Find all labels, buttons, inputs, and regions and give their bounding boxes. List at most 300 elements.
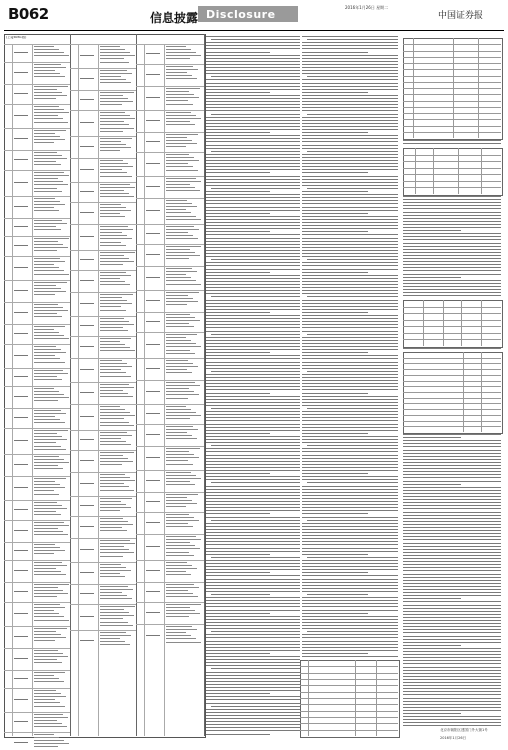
text-line bbox=[302, 191, 368, 192]
table-cell-text bbox=[166, 388, 189, 389]
text-line bbox=[211, 371, 300, 372]
table-cell-text bbox=[100, 226, 128, 227]
text-line bbox=[403, 564, 501, 565]
table-row-rule bbox=[403, 313, 501, 314]
table-cell-text bbox=[100, 432, 127, 433]
text-line bbox=[211, 445, 300, 446]
table-cell-text bbox=[34, 693, 61, 694]
text-line bbox=[206, 575, 300, 576]
text-line bbox=[302, 637, 398, 638]
table-cell-text bbox=[166, 360, 188, 361]
text-line bbox=[307, 334, 398, 335]
table-cell-text bbox=[166, 391, 194, 392]
table-cell-text bbox=[34, 304, 58, 305]
table-cell-text bbox=[146, 591, 160, 592]
table-cell-text bbox=[34, 459, 64, 460]
text-line bbox=[403, 592, 501, 593]
table-cell-text bbox=[146, 612, 160, 613]
table-cell-text bbox=[34, 410, 61, 411]
text-line bbox=[307, 408, 398, 409]
table-cell-text bbox=[80, 416, 94, 417]
text-line bbox=[206, 104, 300, 105]
table-cell-text bbox=[100, 441, 126, 442]
table-cell-text bbox=[100, 252, 135, 253]
table-cell-text bbox=[166, 638, 196, 639]
table-cell-text bbox=[100, 70, 127, 71]
text-line bbox=[206, 625, 300, 626]
table-cell-text bbox=[100, 546, 124, 547]
text-line bbox=[307, 594, 368, 595]
text-line bbox=[403, 552, 501, 553]
table-cell-text bbox=[166, 337, 186, 338]
table-cell-text bbox=[100, 540, 130, 541]
text-line bbox=[302, 591, 398, 592]
table-cell-text bbox=[14, 721, 28, 722]
text-line bbox=[302, 244, 398, 245]
table-cell-text bbox=[14, 658, 28, 659]
text-line bbox=[302, 197, 398, 198]
text-line bbox=[403, 515, 501, 516]
text-line bbox=[206, 467, 300, 468]
table-cell-text bbox=[166, 412, 196, 413]
text-line bbox=[206, 498, 300, 499]
table-col-rule bbox=[376, 660, 377, 736]
text-line bbox=[206, 606, 300, 607]
text-line bbox=[302, 216, 398, 217]
table-cell-text bbox=[100, 595, 127, 596]
text-line bbox=[302, 185, 398, 186]
text-line bbox=[302, 340, 398, 341]
text-line bbox=[302, 548, 398, 549]
table-cell-text bbox=[100, 527, 122, 528]
text-line bbox=[403, 546, 501, 547]
table-cell-text bbox=[166, 163, 188, 164]
table-cell-text bbox=[100, 543, 135, 544]
text-line bbox=[206, 417, 300, 418]
table-cell-text bbox=[166, 369, 187, 370]
text-line bbox=[206, 433, 270, 434]
text-line bbox=[403, 589, 501, 590]
table-cell-text bbox=[100, 622, 128, 623]
table-cell-text bbox=[80, 439, 94, 440]
text-line bbox=[302, 64, 398, 65]
text-line bbox=[302, 253, 398, 254]
text-line bbox=[302, 166, 398, 167]
table-cell-text bbox=[100, 452, 134, 453]
text-line bbox=[206, 712, 300, 713]
table-cell-text bbox=[166, 457, 199, 458]
table-cell-text bbox=[34, 391, 59, 392]
table-row-rule bbox=[403, 326, 501, 327]
table-cell-text bbox=[34, 706, 65, 707]
table-cell-text bbox=[100, 306, 121, 307]
text-line bbox=[206, 699, 300, 700]
table-cell-text bbox=[34, 690, 56, 691]
text-line bbox=[206, 132, 270, 133]
table-cell-text bbox=[100, 366, 132, 367]
table-cell-text bbox=[166, 58, 190, 59]
table-cell-text bbox=[100, 474, 125, 475]
table-cell-text bbox=[166, 255, 200, 256]
text-line bbox=[206, 303, 300, 304]
text-line bbox=[206, 45, 300, 46]
table-cell-text bbox=[34, 370, 63, 371]
table-cell-text bbox=[80, 303, 94, 304]
table-cell-text bbox=[34, 672, 65, 673]
text-line bbox=[206, 287, 300, 288]
table-cell-text bbox=[166, 460, 188, 461]
text-line bbox=[206, 517, 300, 518]
text-line bbox=[206, 715, 300, 716]
table-cell-text bbox=[34, 55, 69, 56]
text-line bbox=[206, 61, 300, 62]
text-line bbox=[206, 678, 300, 679]
text-line bbox=[403, 574, 501, 575]
table-cell-text bbox=[166, 584, 194, 585]
table-cell-text bbox=[14, 742, 28, 743]
table-cell-text bbox=[100, 187, 135, 188]
table-cell-text bbox=[34, 553, 54, 554]
table-cell-text bbox=[166, 372, 192, 373]
text-line bbox=[302, 517, 398, 518]
table-cell-text bbox=[100, 49, 125, 50]
text-line bbox=[403, 348, 501, 349]
text-line bbox=[302, 386, 398, 387]
table-cell-text bbox=[100, 216, 125, 217]
text-line bbox=[302, 374, 398, 375]
text-line bbox=[403, 611, 501, 612]
table-cell-text bbox=[34, 678, 59, 679]
table-cell-text bbox=[34, 562, 62, 563]
table-cell-text bbox=[100, 128, 134, 129]
text-line bbox=[403, 524, 501, 525]
text-line bbox=[206, 135, 300, 136]
table-row-rule bbox=[403, 398, 501, 399]
table-cell-text bbox=[166, 350, 190, 351]
table-cell-text bbox=[100, 556, 123, 557]
table-cell-text bbox=[34, 468, 63, 469]
text-line bbox=[302, 424, 398, 425]
table-cell-text bbox=[166, 118, 201, 119]
table-cell-text bbox=[34, 656, 68, 657]
text-line bbox=[302, 644, 398, 645]
table-cell-text bbox=[100, 477, 130, 478]
table-cell-text bbox=[34, 226, 56, 227]
text-line bbox=[206, 222, 300, 223]
table-cell-text bbox=[166, 394, 199, 395]
text-line bbox=[302, 148, 398, 149]
table-cell-text bbox=[100, 435, 132, 436]
table-cell-text bbox=[166, 398, 188, 399]
table-cell-text bbox=[14, 72, 28, 73]
text-line bbox=[206, 681, 300, 682]
footer-left: 北京市朝阳区建国门外大街1号 bbox=[440, 728, 488, 732]
table-cell-text bbox=[100, 480, 135, 481]
text-line bbox=[206, 476, 300, 477]
table-cell-text bbox=[100, 79, 126, 80]
text-line bbox=[403, 465, 501, 466]
page-header bbox=[0, 0, 508, 24]
table-col-rule bbox=[355, 660, 356, 736]
text-line bbox=[302, 343, 398, 344]
table-cell-text bbox=[34, 164, 61, 165]
table-cell-text bbox=[100, 338, 131, 339]
table-row-rule bbox=[403, 161, 501, 162]
table-col-divider bbox=[204, 34, 205, 736]
table-row-rule bbox=[403, 386, 501, 387]
table-cell-text bbox=[100, 369, 121, 370]
table-row-rule bbox=[300, 666, 398, 667]
table-cell-text bbox=[80, 259, 94, 260]
text-line bbox=[302, 535, 398, 536]
table-cell-text bbox=[166, 593, 193, 594]
text-line bbox=[211, 594, 270, 595]
text-line bbox=[302, 492, 398, 493]
text-line bbox=[206, 560, 300, 561]
table-cell-text bbox=[166, 590, 188, 591]
table-cell-text bbox=[100, 606, 135, 607]
text-line bbox=[403, 620, 501, 621]
table-cell-text bbox=[14, 530, 28, 531]
text-line bbox=[307, 631, 398, 632]
text-line bbox=[302, 467, 398, 468]
table-cell-text bbox=[100, 327, 123, 328]
text-line bbox=[403, 140, 501, 141]
table-cell-text bbox=[166, 75, 192, 76]
text-line bbox=[206, 399, 300, 400]
table-col-rule bbox=[481, 352, 482, 432]
table-cell-text bbox=[166, 323, 189, 324]
table-cell-text bbox=[34, 446, 61, 447]
table-cell-text bbox=[34, 70, 55, 71]
text-line bbox=[206, 352, 270, 353]
text-line bbox=[206, 479, 300, 480]
text-line bbox=[302, 145, 398, 146]
table-cell-text bbox=[80, 99, 94, 100]
text-line bbox=[302, 647, 398, 648]
text-line bbox=[206, 321, 300, 322]
text-line bbox=[403, 632, 501, 633]
table-cell-text bbox=[166, 112, 191, 113]
text-line bbox=[302, 126, 398, 127]
table-cell-text bbox=[146, 546, 160, 547]
text-line bbox=[403, 292, 501, 293]
table-cell-text bbox=[34, 388, 54, 389]
text-line bbox=[302, 486, 398, 487]
text-line bbox=[307, 114, 398, 115]
table-row-rule bbox=[403, 426, 501, 427]
text-line bbox=[302, 538, 398, 539]
table-cell-text bbox=[34, 436, 62, 437]
text-line bbox=[206, 566, 300, 567]
text-line bbox=[403, 440, 501, 441]
table-cell-text bbox=[34, 332, 59, 333]
text-line bbox=[302, 256, 398, 257]
text-line bbox=[206, 696, 300, 697]
text-line bbox=[206, 380, 300, 381]
table-cell-text bbox=[34, 282, 67, 283]
text-line bbox=[206, 123, 300, 124]
text-line bbox=[302, 458, 398, 459]
text-line bbox=[206, 532, 300, 533]
text-line bbox=[206, 572, 270, 573]
text-line bbox=[302, 61, 398, 62]
table-cell-text bbox=[100, 425, 134, 426]
text-line bbox=[403, 295, 501, 296]
text-line bbox=[206, 389, 300, 390]
text-line bbox=[302, 225, 398, 226]
table-cell-text bbox=[166, 353, 195, 354]
text-line bbox=[206, 200, 300, 201]
text-line bbox=[211, 296, 300, 297]
text-line bbox=[206, 727, 300, 728]
table-cell-text bbox=[34, 106, 59, 107]
text-line bbox=[206, 194, 300, 195]
table-cell-text bbox=[100, 121, 124, 122]
table-cell-text bbox=[166, 448, 200, 449]
text-line bbox=[403, 549, 501, 550]
table-cell-text bbox=[100, 172, 127, 173]
table-cell-text bbox=[34, 335, 64, 336]
table-cell-text bbox=[100, 52, 130, 53]
text-line bbox=[302, 52, 368, 53]
table-row-rule bbox=[403, 415, 501, 416]
table-cell-text bbox=[166, 545, 195, 546]
text-line bbox=[403, 505, 501, 506]
text-line bbox=[206, 486, 300, 487]
table-cell-text bbox=[34, 86, 68, 87]
text-line bbox=[206, 414, 300, 415]
text-line bbox=[206, 210, 300, 211]
text-line bbox=[302, 42, 398, 43]
table-cell-text bbox=[80, 460, 94, 461]
table-cell-text bbox=[80, 505, 94, 506]
text-line bbox=[206, 70, 300, 71]
text-line bbox=[206, 272, 270, 273]
text-line bbox=[403, 673, 501, 674]
text-line bbox=[302, 200, 398, 201]
table-cell-text bbox=[100, 144, 126, 145]
text-line bbox=[403, 682, 501, 683]
table-cell-text bbox=[80, 572, 94, 573]
table-col-rule bbox=[463, 352, 464, 432]
right-table-3 bbox=[403, 300, 503, 348]
text-line bbox=[206, 358, 300, 359]
table-cell-text bbox=[100, 321, 129, 322]
table-cell-text bbox=[100, 387, 134, 388]
footer-right: 2016年1月26日 bbox=[440, 736, 467, 740]
text-line bbox=[302, 98, 398, 99]
table-cell-text bbox=[166, 100, 188, 101]
table-col-rule bbox=[478, 38, 479, 138]
text-line bbox=[307, 188, 398, 189]
table-cell-text bbox=[34, 610, 54, 611]
text-line bbox=[206, 538, 300, 539]
text-line bbox=[403, 679, 501, 680]
text-line bbox=[302, 377, 398, 378]
text-line bbox=[403, 521, 501, 522]
table-cell-text bbox=[166, 500, 192, 501]
text-line bbox=[206, 526, 300, 527]
text-line bbox=[302, 303, 398, 304]
table-cell-text bbox=[100, 409, 125, 410]
text-line bbox=[302, 293, 398, 294]
table-cell-text bbox=[166, 574, 191, 575]
table-cell-text bbox=[100, 552, 134, 553]
table-cell-text bbox=[166, 520, 199, 521]
table-cell-text bbox=[34, 376, 57, 377]
table-cell-text bbox=[100, 490, 134, 491]
table-cell-text bbox=[146, 344, 160, 345]
text-line bbox=[403, 691, 501, 692]
table-cell-text bbox=[166, 238, 198, 239]
text-line bbox=[403, 570, 501, 571]
text-line bbox=[302, 405, 398, 406]
text-line bbox=[302, 36, 398, 37]
text-line bbox=[302, 532, 398, 533]
text-line bbox=[403, 205, 501, 206]
text-line bbox=[302, 129, 398, 130]
table-cell-text bbox=[34, 696, 66, 697]
table-row-rule bbox=[403, 307, 501, 308]
table-cell-text bbox=[100, 278, 120, 279]
text-line bbox=[302, 628, 398, 629]
table-cell-text bbox=[100, 455, 123, 456]
table-cell-text bbox=[34, 184, 68, 185]
table-cell-text bbox=[34, 659, 57, 660]
table-cell-text bbox=[100, 272, 126, 273]
table-cell-text bbox=[100, 406, 120, 407]
text-line bbox=[211, 520, 300, 521]
dateline: 2016年1月26日 星期二 bbox=[345, 5, 389, 10]
table-cell-text bbox=[34, 394, 64, 395]
text-line bbox=[403, 443, 501, 444]
text-line bbox=[403, 434, 501, 435]
text-line bbox=[206, 275, 300, 276]
text-line bbox=[302, 579, 398, 580]
text-line bbox=[302, 318, 398, 319]
table-cell-text bbox=[146, 120, 160, 121]
text-line bbox=[403, 577, 501, 578]
text-line bbox=[302, 526, 398, 527]
table-cell-text bbox=[34, 313, 57, 314]
table-cell-text bbox=[166, 607, 190, 608]
table-cell-text bbox=[14, 333, 28, 334]
text-line bbox=[403, 533, 501, 534]
table-cell-text bbox=[146, 163, 160, 164]
text-line bbox=[403, 601, 501, 602]
table-cell-text bbox=[34, 565, 67, 566]
text-line bbox=[206, 244, 300, 245]
text-line bbox=[403, 536, 501, 537]
table-cell-text bbox=[100, 576, 125, 577]
text-line bbox=[302, 393, 368, 394]
text-line bbox=[302, 544, 398, 545]
text-line bbox=[302, 529, 398, 530]
table-cell-text bbox=[100, 444, 131, 445]
table-cell-text bbox=[146, 480, 160, 481]
table-cell-text bbox=[34, 494, 59, 495]
text-line bbox=[302, 262, 398, 263]
text-line bbox=[302, 241, 398, 242]
table-cell-text bbox=[100, 635, 131, 636]
text-line bbox=[403, 660, 501, 661]
text-line bbox=[403, 236, 501, 237]
table-cell-text bbox=[34, 490, 54, 491]
table-cell-text bbox=[34, 358, 60, 359]
text-line bbox=[206, 157, 300, 158]
text-line bbox=[302, 597, 398, 598]
